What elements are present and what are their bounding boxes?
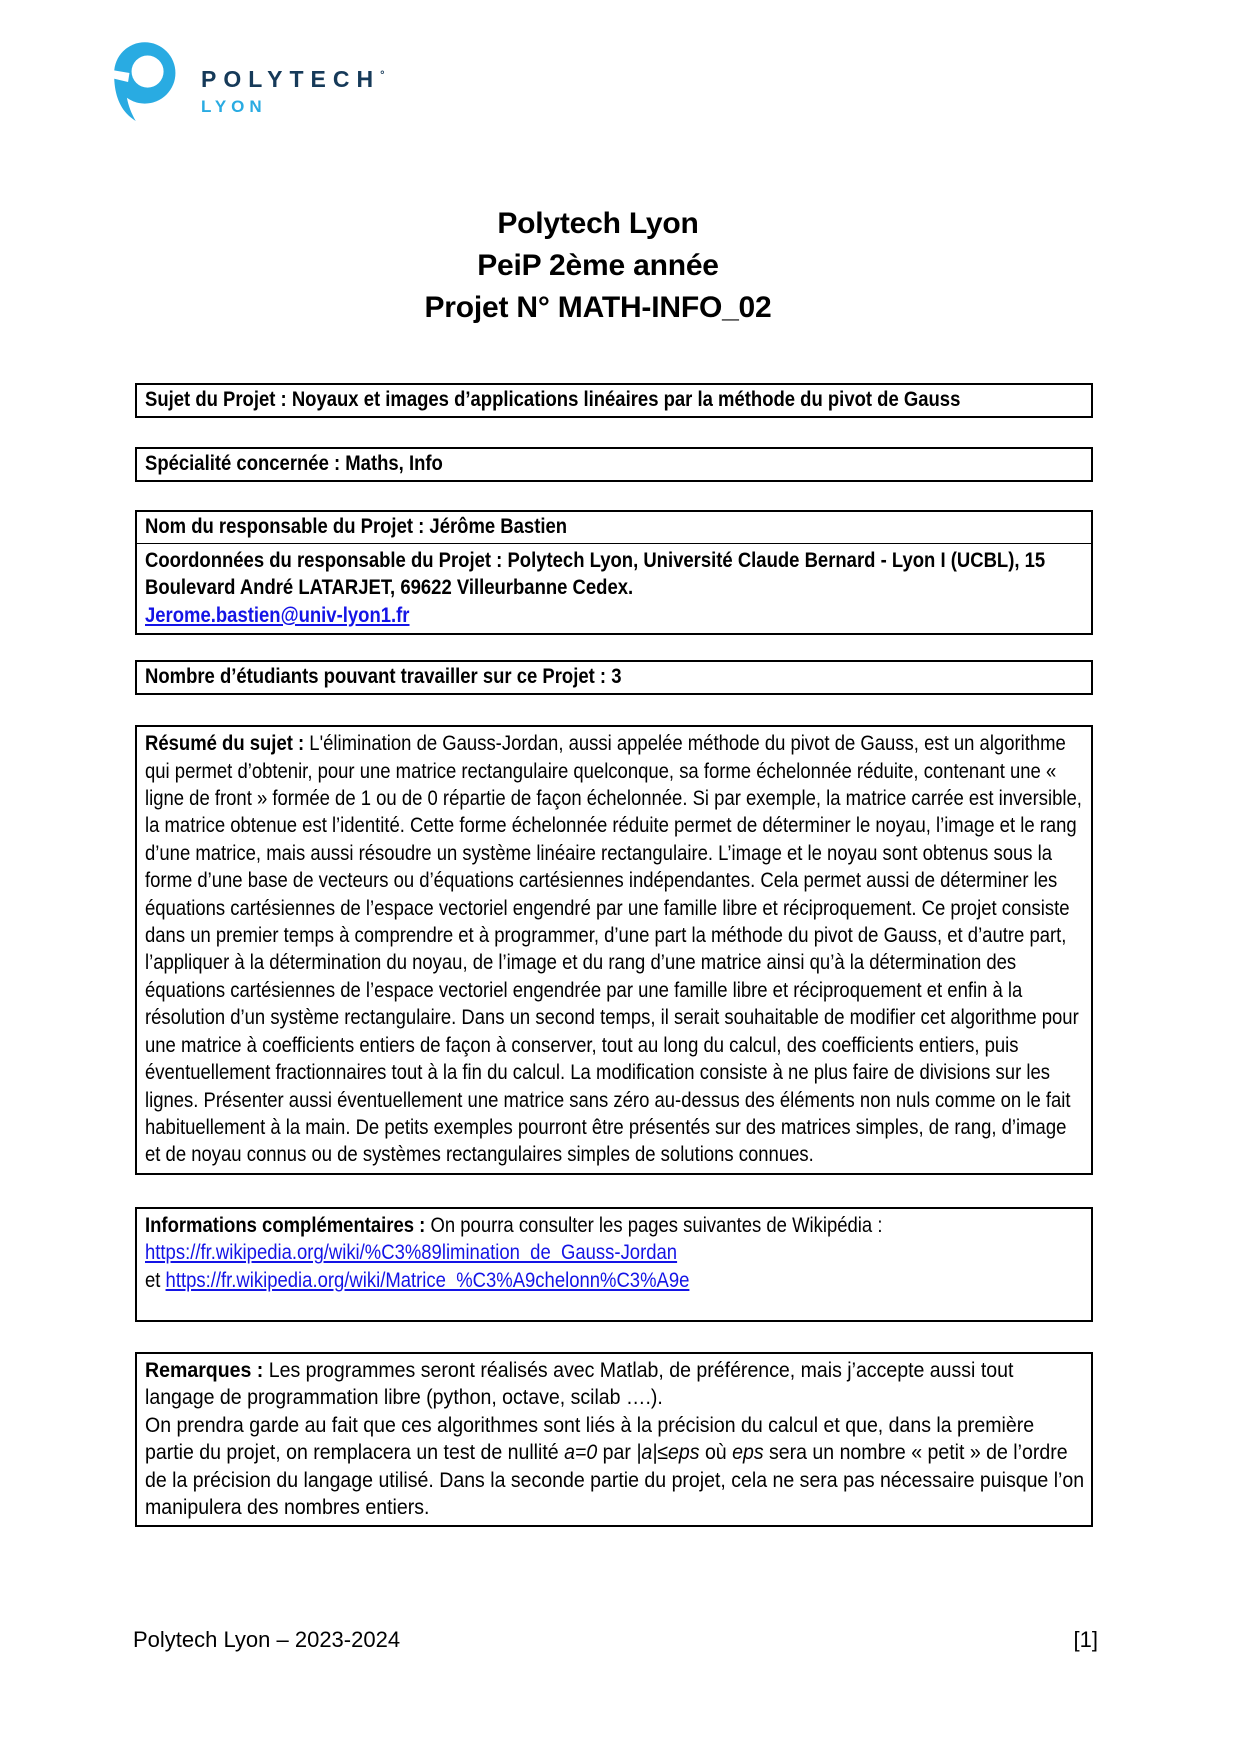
text-segment: Nombre d’étudiants pouvant travailler sur ce Projet : 3 — [145, 665, 622, 689]
text-segment: Coordonnées du responsable du Projet : Polytech Lyon, Université Claude Bernard - Lyon I (UCBL), 15 Boulevard André LATARJET, 69622 Villeurbanne Cedex. — [145, 549, 1046, 600]
email-link[interactable]: Jerome.bastien@univ-lyon1.fr — [145, 603, 410, 627]
text-segment: a=0 — [564, 1441, 598, 1465]
logo-trademark: ° — [380, 69, 385, 82]
wikipedia-link-2[interactable]: https://fr.wikipedia.org/wiki/Matrice_%C3%A9chelonn%C3%A9e — [165, 1268, 690, 1292]
text-segment: Nom du responsable du Projet : Jérôme Bastien — [145, 515, 568, 538]
text-segment: Sujet du Projet : Noyaux et images d’applications linéaires par la méthode du pivot de Gauss — [145, 388, 961, 411]
text-segment: Remarques : — [145, 1358, 269, 1382]
responsable-name-text — [145, 515, 1086, 539]
text-segment: |a|≤eps — [636, 1441, 700, 1465]
text-segment: Informations complémentaires : — [145, 1213, 431, 1237]
polytech-logo-mark-icon — [103, 40, 181, 129]
document-body — [135, 383, 1093, 1527]
sujet-box — [135, 383, 1093, 418]
footer-page-number: [1] — [1073, 1627, 1098, 1652]
specialite-box — [135, 447, 1093, 482]
sujet-text — [145, 388, 1086, 412]
informations-text — [145, 1212, 1086, 1294]
remarques-text — [145, 1357, 1086, 1521]
text-segment: et — [145, 1268, 166, 1292]
title-line-project: Projet N° MATH-INFO_02 — [424, 291, 772, 324]
text-segment: Spécialité concernée : Maths, Info — [145, 452, 443, 475]
title-line-school: Polytech Lyon — [497, 207, 699, 240]
text-segment: On pourra consulter les pages suivantes de Wikipédia : — [430, 1213, 883, 1237]
etudiants-text — [145, 665, 1086, 689]
remarques-box — [135, 1352, 1093, 1527]
text-segment: Les programmes seront réalisés avec Matlab, de préférence, mais j’accepte aussi tout langage de programmation libre (python, octave, scilab ….). — [145, 1358, 1014, 1410]
resume-box — [135, 725, 1093, 1175]
resume-text — [145, 730, 1086, 1169]
responsable-coords-text — [145, 547, 1086, 629]
informations-box — [135, 1207, 1093, 1322]
text-segment: eps — [732, 1441, 764, 1465]
title-line-year: PeiP 2ème année — [477, 249, 719, 282]
wikipedia-link-1[interactable]: https://fr.wikipedia.org/wiki/%C3%89limination_de_Gauss-Jordan — [145, 1241, 678, 1265]
text-segment: où — [699, 1441, 733, 1465]
etudiants-box — [135, 660, 1093, 695]
text-segment: par — [597, 1441, 637, 1465]
specialite-text — [145, 452, 1086, 476]
text-segment: Résumé du sujet : — [145, 732, 310, 756]
responsable-box — [135, 510, 1093, 635]
footer-school-year: Polytech Lyon – 2023-2024 — [133, 1627, 401, 1652]
text-segment: sera un nombre « petit » de l’ordre de la précision du langage utilisé. Dans la seconde partie du projet, cela ne sera pas nécessaire puisque l’on manipulera des nombres entiers. — [145, 1441, 1085, 1519]
page-title — [118, 203, 1078, 329]
text-segment: L'élimination de Gauss-Jordan, aussi appelée méthode du pivot de Gauss, est un algorithme qui permet d’obtenir, pour une matrice rectangulaire quelconque, sa forme échelonnée réduite, contenant une « ligne de front » formée de 1 ou de 0 répartie de façon échelonnée. Si par exemple, la matrice carrée est inversible, la matrice obtenue est l’identité. Cette forme échelonnée réduite permet de déterminer le noyau, l’image et le rang d’une matrice, mais aussi résoudre un système linéaire rectangulaire. L’image et le noyau sont obtenus sous la forme d’une base de vecteurs ou d’équations cartésiennes indépendantes. Cela permet aussi de déterminer les équations cartésiennes de l’espace vectoriel engendré par une famille libre et réciproquement. Ce projet consiste dans un premier temps à comprendre et à programmer, d’une part la méthode du pivot de Gauss, et d’autre part, l’appliquer à la détermination du noyau, de l’image et du rang d’une matrice ainsi qu’à la détermination des équations cartésiennes de l’espace vectoriel engendrée par une famille libre et réciproquement et enfin à la résolution d’un système rectangulaire. Dans un second temps, il serait souhaitable de modifier cet algorithme pour une matrice à coefficients entiers de façon à conserver, tout au long du calcul, des coefficients entiers, puis éventuellement fractionnaires tout à la fin du calcul. La modification consiste à ne plus faire de divisions sur les lignes. Présenter aussi éventuellement une matrice sans zéro au-dessus des éléments non nuls comme on le fait habituellement à la main. De petits exemples pourront être présentés sur des matrices simples, de rang, d’image et de noyau connus ou de systèmes rectangulaires simples de solutions connues. — [145, 732, 1082, 1167]
logo-wordmark: POLYTECH° — [201, 66, 385, 92]
logo-sub-lyon: LYON — [201, 97, 267, 116]
polytech-logo — [103, 40, 385, 129]
text-segment: On prendra garde au fait que ces algorithmes sont liés à la précision du calcul et que, dans la première partie du projet, on remplacera un test de nullité — [145, 1413, 1035, 1465]
